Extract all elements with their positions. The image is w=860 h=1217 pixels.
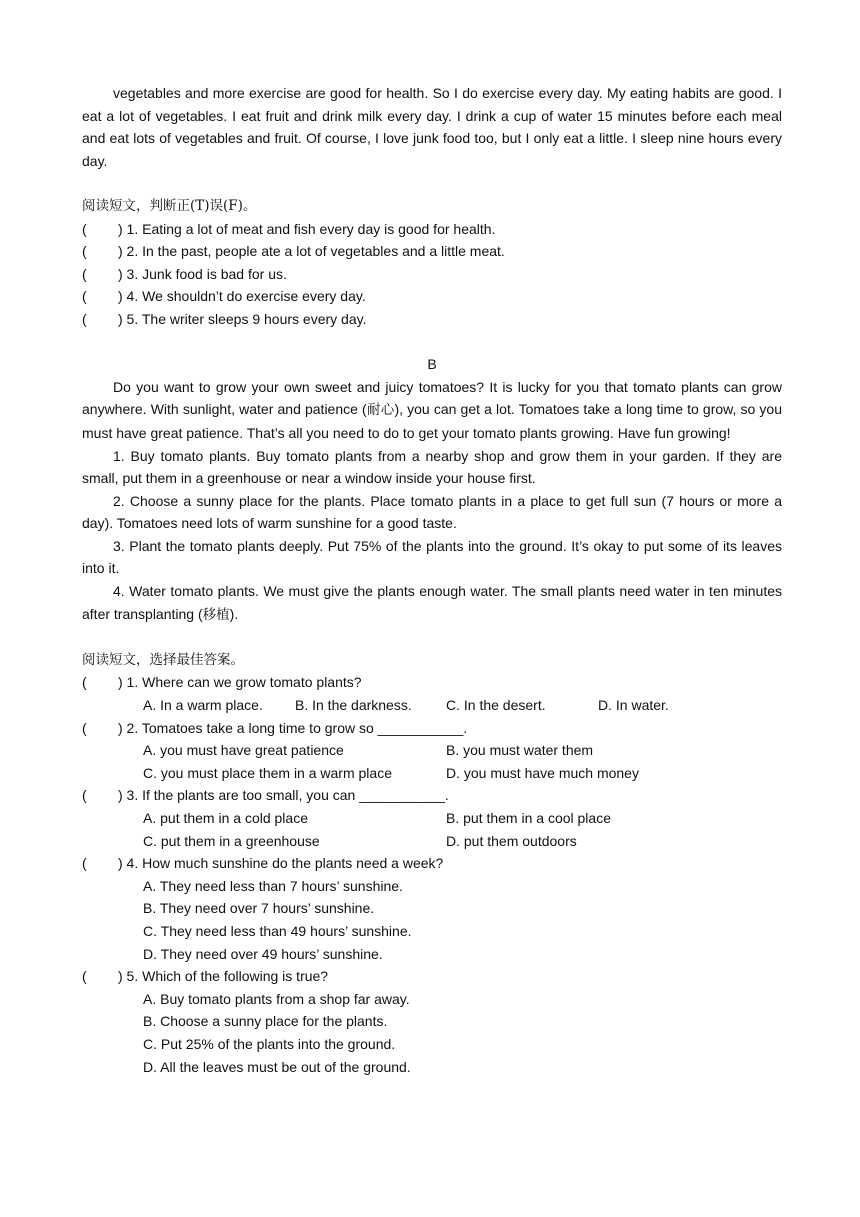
tf-question-5 [82, 308, 782, 331]
mc-question-2 [82, 717, 782, 740]
option-d: D. They need over 49 hours’ sunshine. [143, 945, 383, 962]
mc-question-2-options-row-2 [143, 762, 782, 785]
question-text: ) 5. The writer sleeps 9 hours every day. [118, 310, 367, 327]
question-text: ) 3. Junk food is bad for us. [118, 265, 287, 282]
question-text: ) 1. Eating a lot of meat and fish every day is good for health. [118, 220, 496, 237]
step4-cjk-gloss: 移植 [202, 606, 230, 623]
question-text: ) 2. Tomatoes take a long time to grow so ___________. [118, 719, 468, 736]
question-text: ) 4. We shouldn’t do exercise every day. [118, 288, 366, 305]
mc-question-4 [82, 852, 782, 875]
section-b-instruction: 阅读短文，选择最佳答案。 [82, 651, 244, 668]
option-a: A. They need less than 7 hours’ sunshine. [143, 877, 403, 894]
question-text: ) 3. If the plants are too small, you can ___________. [118, 787, 449, 804]
question-text: ) 5. Which of the following is true? [118, 968, 329, 985]
intro-cjk-gloss: 耐心 [366, 402, 395, 419]
answer-blank: ( [82, 243, 87, 260]
option-a: A. In a warm place. [143, 697, 263, 714]
answer-blank: ( [82, 787, 87, 804]
passage-b-heading: B [427, 356, 437, 373]
intro-text-2: ), you can get a lot. Tomatoes take a long time to grow, so you must have great patience. That’s all you need to do to get your tomato plants growing. Have fun growing! [82, 401, 783, 441]
option-a: A. you must have great patience [143, 742, 344, 759]
option-b: B. They need over 7 hours’ sunshine. [143, 900, 375, 917]
option-b: B. Choose a sunny place for the plants. [143, 1013, 388, 1030]
option-c: C. They need less than 49 hours’ sunshine. [143, 922, 412, 939]
mc-question-1-options [143, 694, 782, 717]
passage-b-step-2: 2. Choose a sunny place for the plants. Place tomato plants in a place to get full sun (7 hours or more a day). Tomatoes need lots of warm sunshine for a good taste. [82, 492, 782, 532]
option-c: C. you must place them in a warm place [143, 764, 392, 781]
question-text: ) 1. Where can we grow tomato plants? [118, 674, 362, 691]
option-d: D. In water. [598, 697, 669, 714]
answer-blank: ( [82, 288, 87, 305]
answer-blank: ( [82, 265, 87, 282]
question-text: ) 4. How much sunshine do the plants need a week? [118, 855, 444, 872]
option-c: C. put them in a greenhouse [143, 832, 320, 849]
mc-question-1 [82, 671, 782, 694]
intro-text-1: Do you want to grow your own sweet and juicy tomatoes? It is lucky for you that tomato plants can grow anywhere. With sunlight, water and patience ( [82, 378, 782, 418]
passage-b-step-4 [82, 580, 782, 626]
mc-question-3-options-row-1 [143, 807, 782, 830]
mc-question-3-options-row-2 [143, 830, 782, 853]
tf-question-2 [82, 240, 782, 263]
step4-text-1: 4. Water tomato plants. We must give the plants enough water. The small plants need water in ten minutes after transplanting ( [82, 583, 782, 622]
tf-question-4 [82, 285, 782, 308]
option-a: A. Buy tomato plants from a shop far away. [143, 990, 410, 1007]
question-text: ) 2. In the past, people ate a lot of vegetables and a little meat. [118, 243, 505, 260]
tf-question-1 [82, 218, 782, 241]
option-a: A. put them in a cold place [143, 810, 308, 826]
option-d: D. All the leaves must be out of the ground. [143, 1058, 411, 1075]
section-a-instruction: 阅读短文，判断正(T)误(F)。 [82, 197, 257, 214]
tf-question-3 [82, 263, 782, 286]
step4-text-2: ). [229, 605, 239, 622]
passage-b-step-1: 1. Buy tomato plants. Buy tomato plants from a nearby shop and grow them in your garden. If they are small, put them in a greenhouse or near a window inside your house first. [82, 447, 782, 487]
option-d: D. put them outdoors [446, 832, 577, 849]
option-b: B. you must water them [446, 742, 594, 759]
option-d: D. you must have much money [446, 764, 639, 781]
mc-question-5 [82, 965, 782, 988]
passage-b-intro [82, 376, 782, 445]
passage-a-text: vegetables and more exercise are good for health. So I do exercise every day. My eating habits are good. I eat a lot of vegetables. I eat fruit and drink milk every day. I drink a cup of water 15 minutes before each meal and eat lots of vegetables and fruit. Of course, I love junk food too, but I only eat a little. I sleep nine hours every day. [82, 85, 782, 169]
mc-question-2-options-row-1 [143, 739, 782, 762]
worksheet-page [82, 82, 782, 1078]
option-c: C. Put 25% of the plants into the ground. [143, 1035, 396, 1052]
answer-blank: ( [82, 855, 87, 872]
answer-blank: ( [82, 310, 87, 327]
answer-blank: ( [82, 968, 87, 985]
mc-question-3 [82, 784, 782, 807]
option-c: C. In the desert. [446, 697, 546, 714]
passage-b-step-3: 3. Plant the tomato plants deeply. Put 75% of the plants into the ground. It’s okay to put some of its leaves into it. [82, 537, 782, 577]
option-b: B. In the darkness. [295, 697, 412, 714]
answer-blank: ( [82, 220, 87, 237]
option-b: B. put them in a cool place [446, 810, 611, 826]
answer-blank: ( [82, 674, 87, 691]
answer-blank: ( [82, 719, 87, 736]
